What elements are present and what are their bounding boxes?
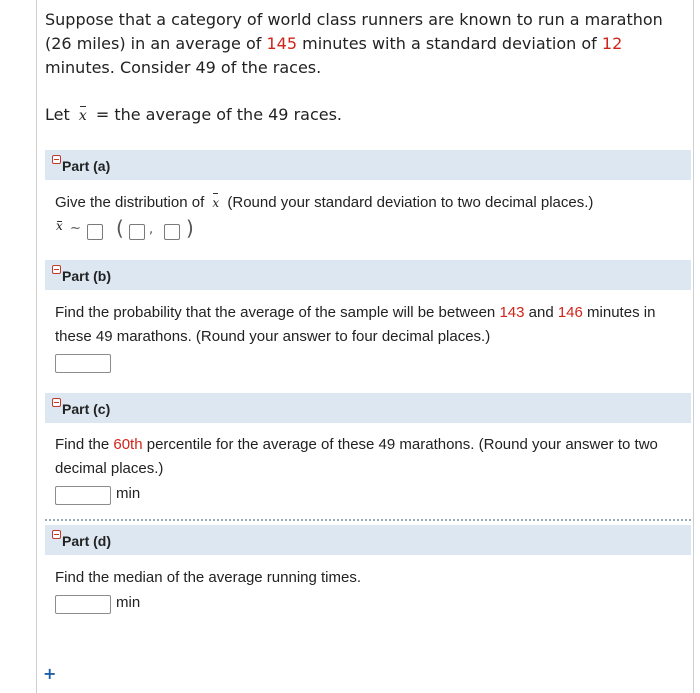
mean-input[interactable] [129,224,145,240]
intro-part2: minutes with a standard deviation of [297,34,602,53]
sd-value: 12 [601,34,623,53]
collapse-icon[interactable] [52,265,61,274]
part-a-prompt [55,191,685,215]
let-label: Let [45,105,70,124]
xbar-symbol: x [56,219,63,233]
part-c-prompt [55,433,685,481]
comma-symbol: , [149,222,154,237]
distribution-input[interactable] [87,224,103,240]
part-a-prompt-pre: Give the distribution of [55,194,205,211]
open-paren: ( [116,216,124,240]
part-c-header[interactable] [45,393,691,423]
intro-part1: Suppose that a category of world class runners are known to run a marathon (26 miles) in an average of [45,10,663,53]
part-c-q2: percentile for the average of these 49 marathons. (Round your answer to two decimal places.) [55,436,658,477]
intro-part3: minutes. Consider 49 of the races. [45,58,322,77]
unit-label: min [116,594,141,611]
xbar-symbol: x [212,191,219,215]
part-a-title: Part (a) [62,158,111,174]
collapse-icon[interactable] [52,398,61,407]
let-definition: = the average of the 49 races. [95,105,343,124]
part-a-prompt-post: (Round your standard deviation to two decimal places.) [227,194,594,211]
close-paren: ) [186,216,194,240]
part-a-header[interactable] [45,150,691,180]
unit-label: min [116,485,141,502]
part-d-header[interactable] [45,525,691,555]
collapse-icon[interactable] [52,155,61,164]
divider [45,519,691,521]
part-c-q1: Find the [55,436,114,453]
percentile-input[interactable] [55,486,111,505]
collapse-icon[interactable] [52,530,61,539]
part-b-and: and [524,304,558,321]
part-b-prompt [55,301,685,349]
part-d-title: Part (d) [62,533,111,549]
mean-value: 145 [266,34,298,53]
part-b-q2: minutes in these 49 marathons. (Round your answer to four decimal places.) [55,304,656,345]
probability-input[interactable] [55,354,111,373]
high-value: 146 [557,304,583,321]
xbar-symbol: x [79,104,87,128]
percentile-value: 60th [113,436,143,453]
part-b-title: Part (b) [62,268,111,284]
part-b-q1: Find the probability that the average of the sample will be between [55,304,500,321]
part-b-header[interactable] [45,260,691,290]
sd-input[interactable] [164,224,180,240]
intro-text [45,8,685,80]
median-input[interactable] [55,595,111,614]
part-c-title: Part (c) [62,401,111,417]
tilde-symbol: ~ [70,221,81,236]
add-icon[interactable]: + [43,664,57,683]
let-statement [45,103,342,128]
part-d-prompt: Find the median of the average running times. [55,569,362,586]
low-value: 143 [499,304,525,321]
